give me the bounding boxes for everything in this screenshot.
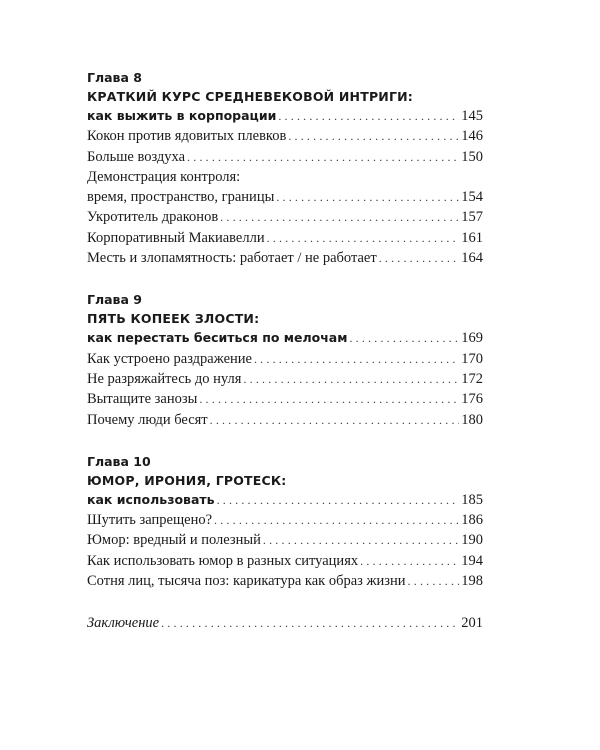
page-number: 164 [461, 250, 483, 267]
entry-title: Заключение [87, 615, 160, 632]
chapter-title: ПЯТЬ КОПЕЕК ЗЛОСТИ: [87, 311, 260, 327]
toc-entry[interactable] [87, 126, 483, 146]
entry-title: Юмор: вредный и полезный [87, 532, 261, 549]
entry-title: Укротитель драконов [87, 209, 219, 226]
entry-title: Больше воздуха [87, 148, 186, 165]
toc-entry[interactable] [87, 530, 483, 550]
toc-entry[interactable] [87, 207, 483, 227]
chapter-label: Глава 8 [87, 70, 142, 85]
table-of-contents [87, 68, 483, 634]
toc-entry[interactable] [87, 248, 483, 268]
dot-leader [214, 510, 459, 530]
chapter-subtitle: как использовать [87, 491, 215, 507]
dot-leader [161, 613, 459, 633]
page-number: 201 [461, 615, 483, 632]
page-number: 154 [461, 189, 483, 206]
toc-entry[interactable] [87, 349, 483, 369]
entry-title: Вытащите занозы [87, 391, 198, 408]
page-number: 190 [461, 532, 483, 549]
page-number: 194 [461, 552, 483, 569]
page-number: 169 [461, 330, 483, 347]
dot-leader [243, 369, 459, 389]
toc-entry[interactable] [87, 551, 483, 571]
chapter-title: ЮМОР, ИРОНИЯ, ГРОТЕСК: [87, 472, 287, 488]
dot-leader [349, 328, 459, 348]
toc-entry[interactable] [87, 490, 483, 510]
chapter-label: Глава 10 [87, 453, 151, 469]
entry-title: Как устроено раздражение [87, 350, 252, 367]
chapter-subtitle: как перестать беситься по мелочам [87, 330, 348, 346]
entry-title: Кокон против ядовитых плевков [87, 128, 287, 145]
dot-leader [360, 551, 459, 571]
page-number: 198 [461, 573, 483, 590]
toc-entry[interactable] [87, 187, 483, 207]
dot-leader [276, 187, 459, 207]
toc-entry[interactable] [87, 389, 483, 409]
chapter-10 [87, 452, 483, 591]
chapter-label: Глава 9 [87, 292, 142, 308]
toc-entry[interactable] [87, 410, 483, 430]
entry-title: Не разряжайтесь до нуля [87, 370, 242, 387]
entry-title-line: Демонстрация контроля: [87, 168, 241, 185]
dot-leader [278, 106, 459, 126]
page-number: 185 [461, 491, 483, 508]
entry-title: Как использовать юмор в разных ситуациях [87, 552, 359, 569]
page-number: 186 [461, 512, 483, 529]
toc-entry[interactable] [87, 328, 483, 348]
chapter-8 [87, 68, 483, 268]
dot-leader [408, 571, 460, 591]
dot-leader [187, 147, 459, 167]
dot-leader [267, 228, 460, 248]
entry-title: Месть и злопамятность: работает / не работает [87, 250, 377, 267]
page-number: 145 [461, 108, 483, 124]
page-number: 176 [461, 391, 483, 408]
chapter-9 [87, 290, 483, 429]
toc-entry[interactable] [87, 510, 483, 530]
entry-title: время, пространство, границы [87, 189, 275, 206]
page-number: 170 [461, 350, 483, 367]
toc-entry[interactable] [87, 106, 483, 126]
dot-leader [379, 248, 460, 268]
entry-title: Шутить запрещено? [87, 512, 213, 529]
page-number: 161 [461, 229, 483, 246]
toc-entry-conclusion[interactable] [87, 613, 483, 633]
dot-leader [220, 207, 459, 227]
entry-title: Корпоративный Макиавелли [87, 229, 265, 246]
dot-leader [288, 126, 459, 146]
toc-entry[interactable] [87, 228, 483, 248]
page-number: 150 [461, 148, 483, 165]
chapter-subtitle: как выжить в корпорации [87, 108, 277, 123]
dot-leader [217, 490, 460, 510]
page-number: 172 [461, 370, 483, 387]
entry-title: Сотня лиц, тысяча поз: карикатура как образ жизни [87, 573, 406, 590]
dot-leader [254, 349, 459, 369]
page-number: 146 [461, 128, 483, 145]
page-number: 180 [461, 411, 483, 428]
chapter-title: КРАТКИЙ КУРС СРЕДНЕВЕКОВОЙ ИНТРИГИ: [87, 89, 413, 104]
entry-title: Почему люди бесят [87, 411, 208, 428]
toc-entry[interactable] [87, 571, 483, 591]
page-number: 157 [461, 209, 483, 226]
dot-leader [263, 530, 459, 550]
toc-entry[interactable] [87, 369, 483, 389]
dot-leader [210, 410, 460, 430]
toc-entry[interactable] [87, 147, 483, 167]
dot-leader [199, 389, 459, 409]
